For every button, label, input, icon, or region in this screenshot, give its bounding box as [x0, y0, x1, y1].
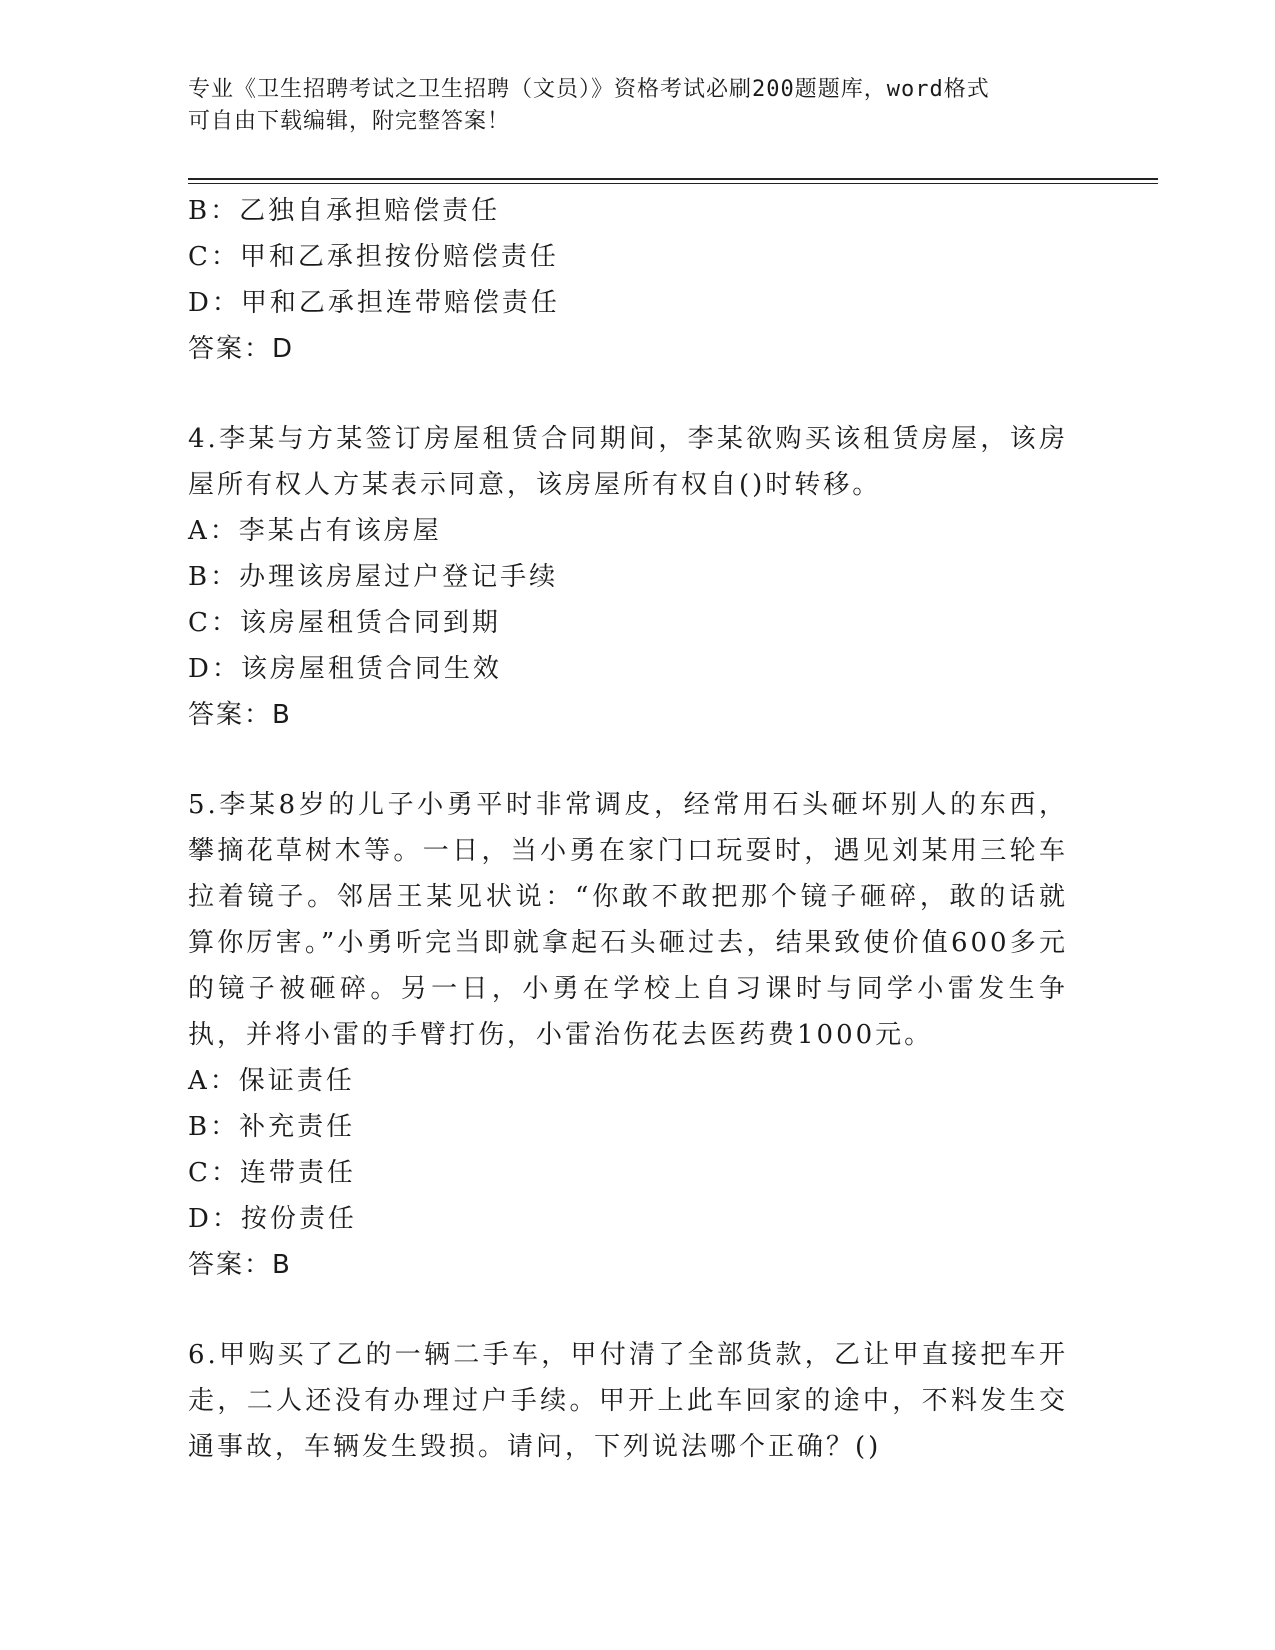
question-stem: 5.李某8岁的儿子小勇平时非常调皮，经常用石头砸坏别人的东西，攀摘花草树木等。一日，当小勇在家门口玩耍时，遇见刘某用三轮车拉着镜子。邻居王某见状说：“你敢不敢把那个镜子砸碎，敢的话就算你厉害。”小勇听完当即就拿起石头砸过去，结果致使价值600多元的镜子被砸碎。另一日，小勇在学校上自习课时与同学小雷发生争执，并将小雷的手臂打伤，小雷治伤花去医药费1000元。	[188, 790, 1068, 1050]
option-c: C：该房屋租赁合同到期	[188, 608, 501, 638]
option-c: C：甲和乙承担按份赔偿责任	[188, 242, 559, 272]
header-rule-thick	[188, 178, 1158, 180]
spacer	[188, 1288, 1068, 1332]
spacer	[188, 738, 1068, 782]
option-a: A：保证责任	[188, 1066, 355, 1096]
answer: 答案：B	[188, 1250, 292, 1280]
option-a: A：李某占有该房屋	[188, 516, 442, 546]
option-d: D：甲和乙承担连带赔偿责任	[188, 288, 560, 318]
answer: 答案：B	[188, 700, 292, 730]
question-6	[188, 1332, 1068, 1470]
document-body	[188, 188, 1068, 1470]
question-stem: 6.甲购买了乙的一辆二手车，甲付清了全部货款，乙让甲直接把车开走，二人还没有办理过户手续。甲开上此车回家的途中，不料发生交通事故，车辆发生毁损。请问，下列说法哪个正确？()	[188, 1340, 1068, 1462]
question-stem: 4.李某与方某签订房屋租赁合同期间，李某欲购买该租赁房屋，该房屋所有权人方某表示同意，该房屋所有权自()时转移。	[188, 424, 1068, 500]
question-3-tail	[188, 188, 1068, 372]
answer: 答案：D	[188, 334, 295, 364]
question-5	[188, 782, 1068, 1288]
option-b: B：补充责任	[188, 1112, 356, 1142]
option-d: D：按份责任	[188, 1204, 357, 1234]
header-line-1: 专业《卫生招聘考试之卫生招聘（文员）》资格考试必刷200题题库，word格式	[188, 77, 990, 102]
option-c: C：连带责任	[188, 1158, 356, 1188]
document-header	[188, 74, 1068, 138]
option-d: D：该房屋租赁合同生效	[188, 654, 502, 684]
header-line-2: 可自由下载编辑，附完整答案！	[188, 109, 511, 134]
option-b: B：乙独自承担赔偿责任	[188, 196, 501, 226]
question-4	[188, 416, 1068, 738]
header-rule-thin	[188, 183, 1158, 184]
spacer	[188, 372, 1068, 416]
option-b: B：办理该房屋过户登记手续	[188, 562, 559, 592]
